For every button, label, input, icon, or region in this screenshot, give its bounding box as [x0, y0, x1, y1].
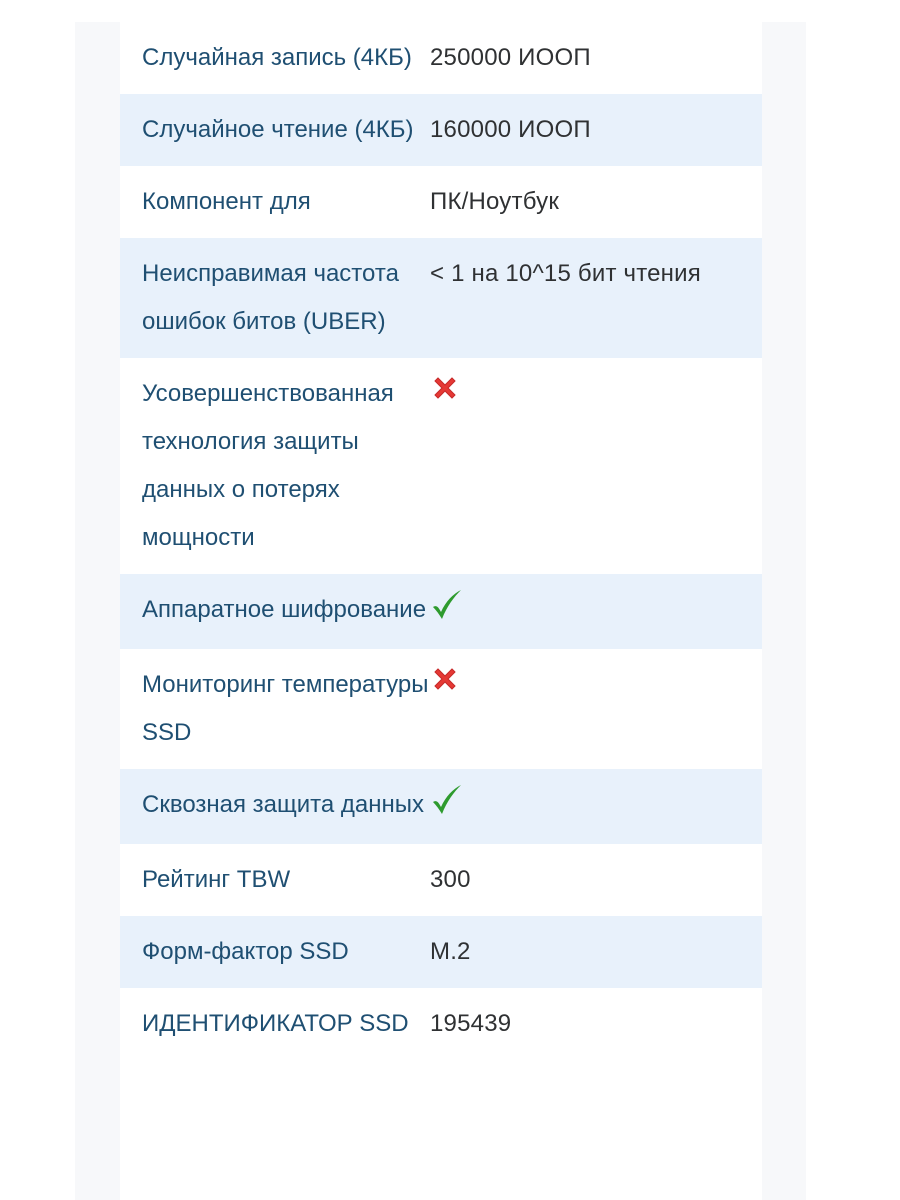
spec-value — [430, 370, 762, 562]
spec-label: Мониторинг температуры SSD — [142, 671, 429, 746]
spec-label: Аппаратное шифрование — [142, 596, 427, 623]
spec-row-form-factor — [120, 916, 762, 988]
checkmark-icon — [430, 783, 464, 817]
spec-label: Компонент для — [142, 188, 311, 215]
spec-row-random-read — [120, 94, 762, 166]
spec-label: Усовершенствованная технология защиты данных о потерях мощности — [142, 380, 394, 551]
spec-value: < 1 на 10^15 бит чтения — [430, 260, 701, 287]
spec-value: M.2 — [430, 938, 471, 965]
spec-row-temperature-monitoring — [120, 649, 762, 769]
spec-row-ssd-id — [120, 988, 762, 1060]
spec-label: Случайное чтение (4КБ) — [142, 116, 414, 143]
spec-value — [430, 661, 762, 757]
spec-row-power-loss-protection — [120, 358, 762, 574]
spec-label: Форм-фактор SSD — [142, 938, 349, 965]
spec-value — [430, 781, 762, 832]
spec-label: Неисправимая частота ошибок битов (UBER) — [142, 260, 399, 335]
spec-row-uber — [120, 238, 762, 358]
spec-row-end-to-end-protection — [120, 769, 762, 844]
spec-table — [120, 22, 762, 1060]
spec-row-hardware-encryption — [120, 574, 762, 649]
spec-row-tbw-rating — [120, 844, 762, 916]
spec-value: ПК/Ноутбук — [430, 188, 560, 215]
checkmark-icon — [430, 588, 464, 622]
spec-label: Рейтинг TBW — [142, 866, 291, 893]
spec-label: Сквозная защита данных — [142, 791, 425, 818]
spec-row-random-write — [120, 22, 762, 94]
cross-icon — [430, 373, 460, 403]
spec-value: 300 — [430, 866, 471, 893]
spec-label: Случайная запись (4КБ) — [142, 44, 412, 71]
spec-value — [430, 586, 762, 637]
spec-value: 250000 ИООП — [430, 44, 591, 71]
spec-row-component-for — [120, 166, 762, 238]
spec-label: ИДЕНТИФИКАТОР SSD — [142, 1010, 409, 1037]
cross-icon — [430, 664, 460, 694]
spec-value: 195439 — [430, 1010, 512, 1037]
spec-value: 160000 ИООП — [430, 116, 591, 143]
